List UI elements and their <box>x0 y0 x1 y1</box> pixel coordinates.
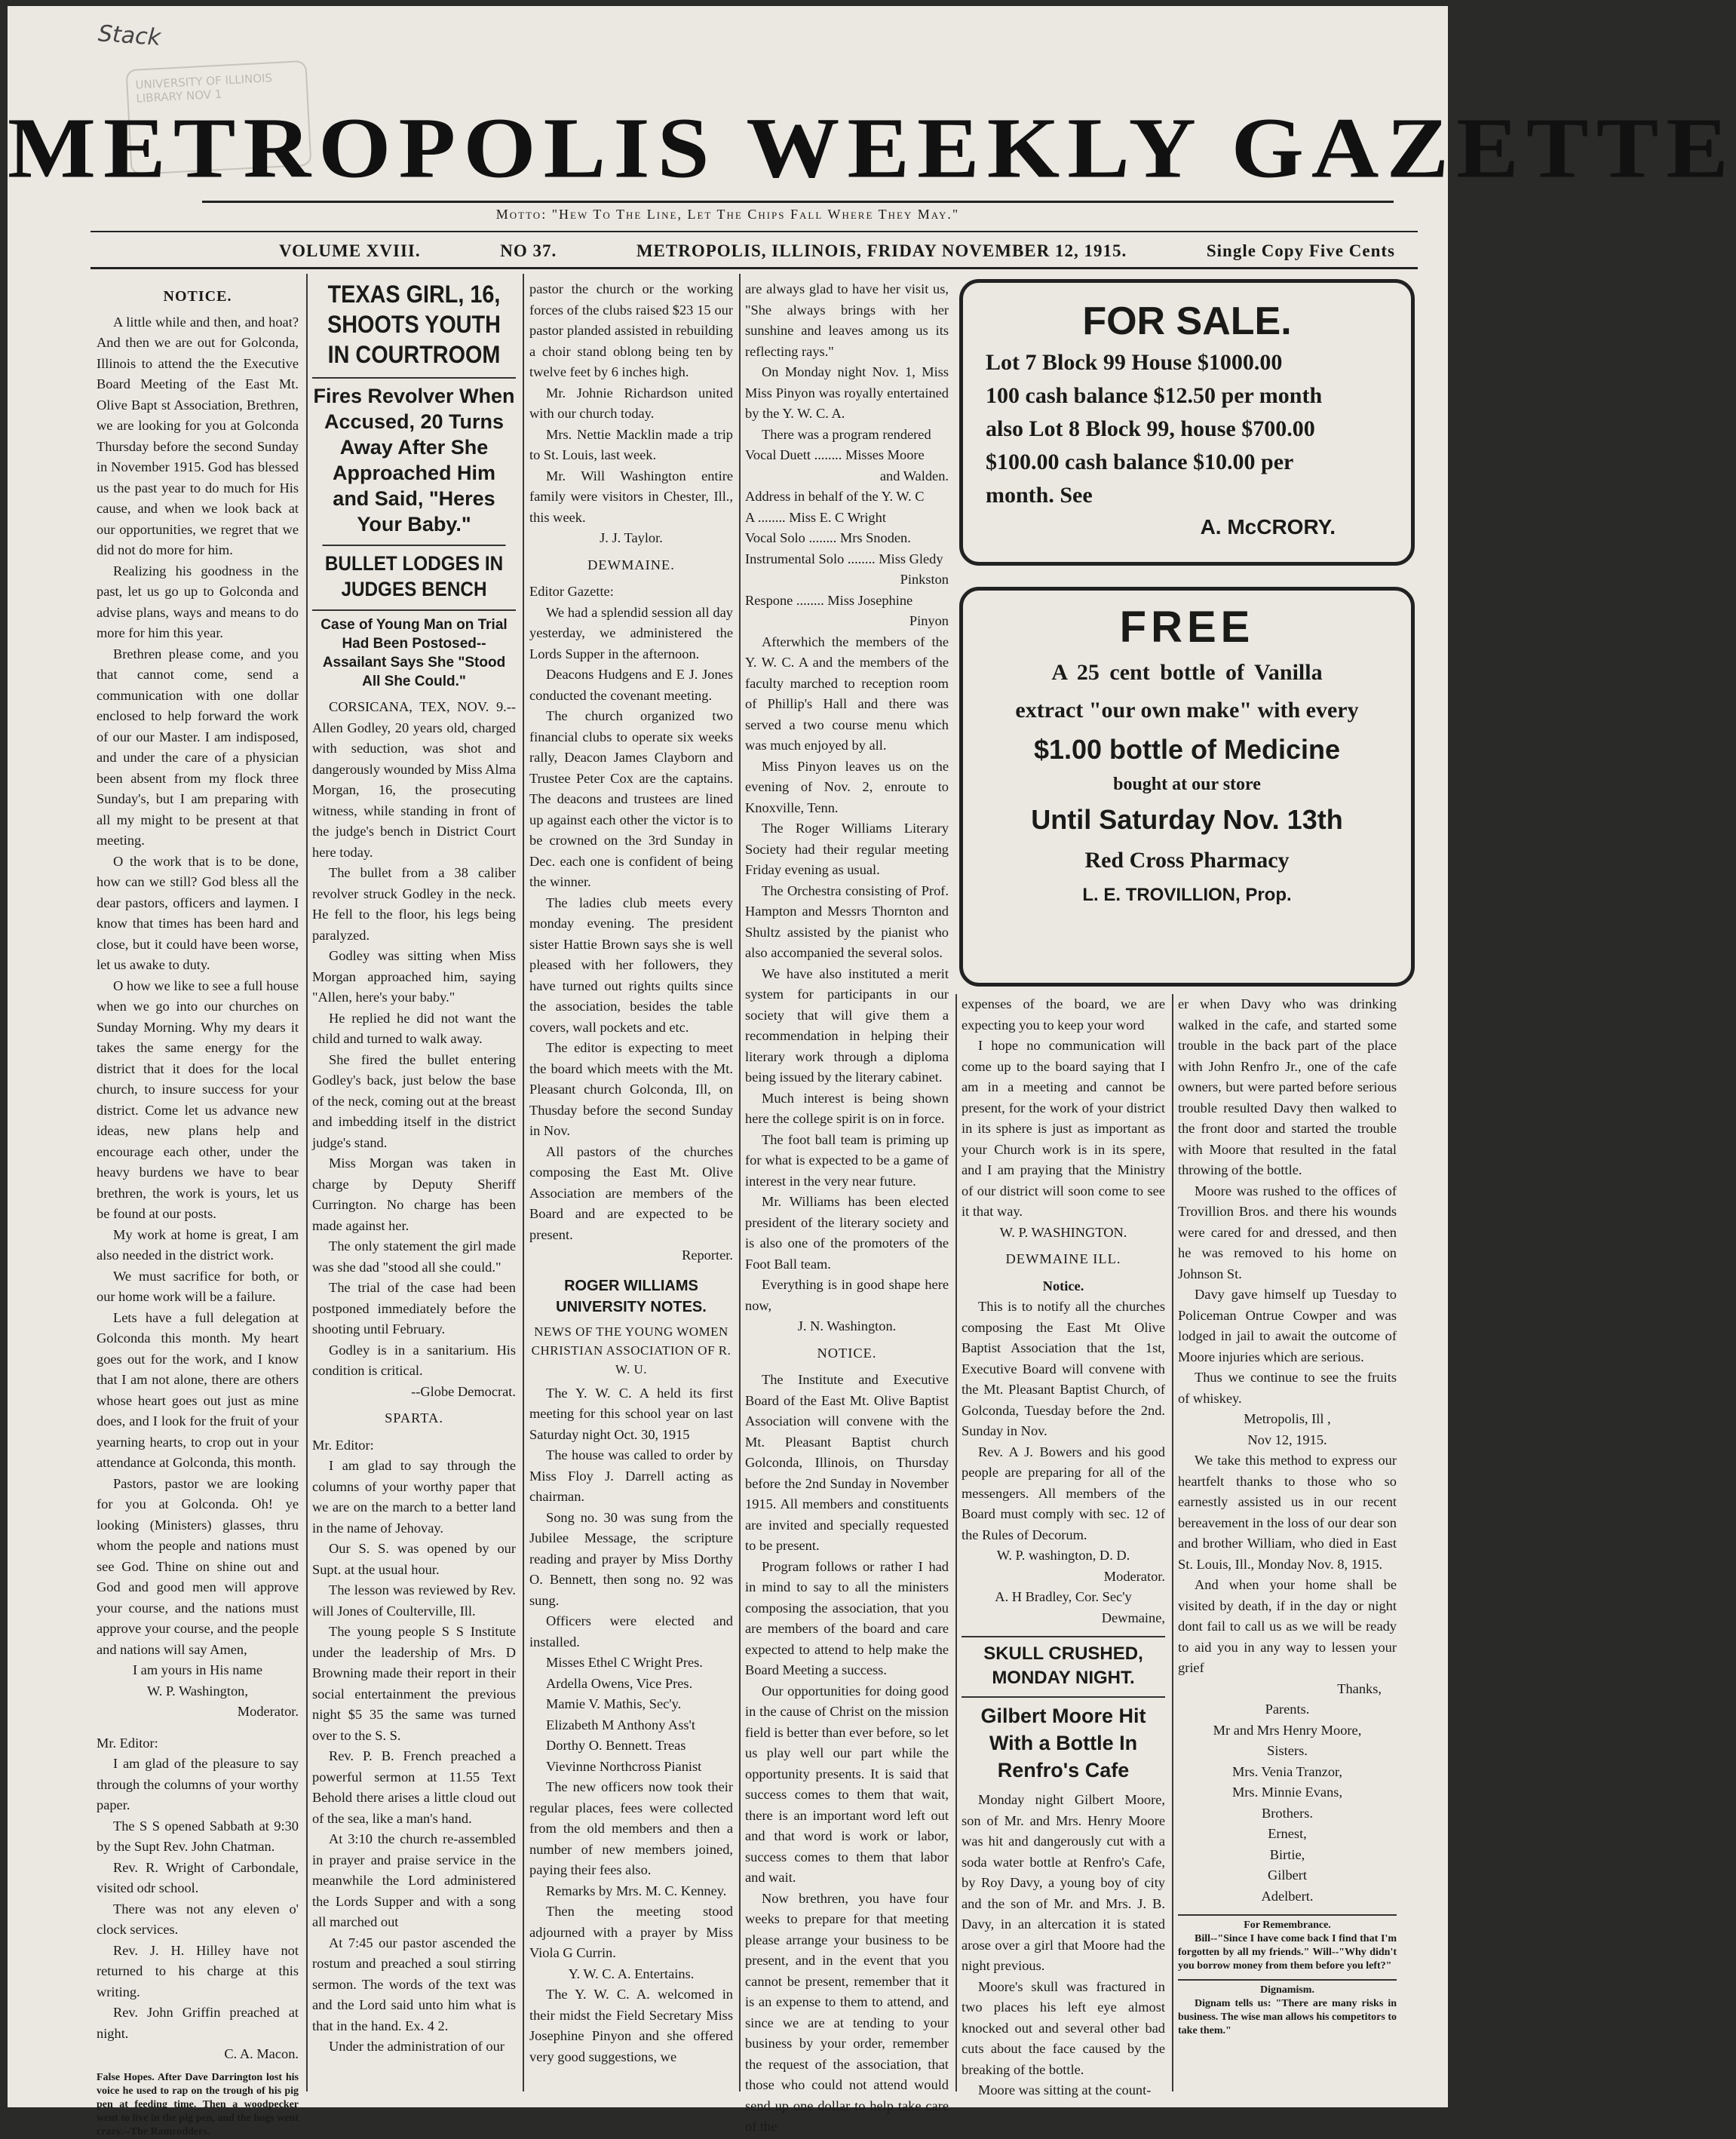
paragraph: The Y. W. C. A held its first meeting for this school year on last Saturday night Oct. 30, 1915 <box>529 1385 733 1442</box>
headline-skull-crushed: SKULL CRUSHED, MONDAY NIGHT. <box>962 1636 1165 1690</box>
ad-signature: A. McCRORY. <box>1200 515 1336 539</box>
program-line: Pinyon <box>909 613 949 628</box>
ad-line: L. E. TROVILLION, Prop. <box>1082 885 1292 905</box>
paragraph: Brethren please come, and you that cannot come, send a communication with one dollar enclosed to help forward the work of our our Master. I am indisposed, and under the care of a physician been absent from my flock three Sunday's, but I am preparing with all my might to be present at that meeting. <box>97 646 299 848</box>
notice-heading: NOTICE. <box>163 288 232 305</box>
paragraph: A little while and then, and hoat? And then we are out for Golconda, Illinois to attend the the Executive Board Meeting of the East Mt. Olive Bapt st Association, Brethren, we are looking for you at Golconda Thursday before the second Sunday in November 1915. God has blessed us the past year to do much for His cause, and when we look back at our opportunities, we regret that we did not do more for him. <box>97 314 299 557</box>
dignamism-heading: Dignamism. <box>1178 1979 1397 1997</box>
paragraph: Mr. Johnie Richardson united with our church today. <box>529 385 733 421</box>
officer-line: Ardella Owens, Vice Pres. <box>546 1675 693 1691</box>
place-date: METROPOLIS, ILLINOIS, FRIDAY NOVEMBER 12, 1915. <box>636 241 1127 260</box>
card-line: Ernest, <box>1268 1826 1307 1841</box>
paragraph: Lets have a full delegation at Golconda this month. My heart goes out for the work, and I know that I am not alone, there are others whose heart goes out just as mine does, and I look for the fruit of your yearning hearts, to crop out in your attendance at Golconda, this month. <box>97 1309 299 1470</box>
editor-salutation: Mr. Editor: <box>97 1735 158 1751</box>
ad-line: $1.00 bottle of Medicine <box>1033 734 1341 765</box>
paragraph: Remarks by Mrs. M. C. Kenney. <box>546 1883 727 1898</box>
paragraph: She fired the bullet entering Godley's back, just below the base of the neck, coming out at the breast and imbedding itself in the district judge's stand. <box>312 1051 516 1150</box>
paragraph: expenses of the board, we are expecting you to keep your word <box>962 996 1165 1033</box>
subhead: Case of Young Man on Trial Had Been Postosed--Assailant Says She "Stood All She Could." <box>312 609 516 691</box>
card-line: Brothers. <box>1262 1805 1313 1821</box>
motto-rule <box>90 231 1418 232</box>
column-6 <box>1178 994 1397 2089</box>
dewmaine-heading: DEWMAINE. <box>587 557 675 572</box>
paragraph: The Institute and Executive Board of the East Mt. Olive Baptist Association will convene with the Mt. Pleasant Baptist church Golconda, Illinois, on Thursday before the 2nd Sunday in November 1915. All members and constituents are invited and specially requested to be present. <box>745 1372 949 1553</box>
program-line: Vocal Duett ........ Misses Moore <box>745 447 925 462</box>
entertains-heading: Y. W. C. A. Entertains. <box>568 1966 695 1981</box>
column-rule <box>739 274 741 2091</box>
paragraph: Deacons Hudgens and E J. Jones conducted the covenant meeting. <box>529 667 733 703</box>
program-line: and Walden. <box>879 468 949 483</box>
paragraph: are always glad to have her visit us, "She always brings with her sunshine and leaves among us its reflecting rays." <box>745 281 949 359</box>
paragraph: O how we like to see a full house when we go into our churches on Sunday Morning. Why my dears it takes the same energy for the district that it does for the local church, to insure success for your district. Come let us advance new ideas, new plans help and encourage each other, under the heavy burdens we have to bear brethren, the work is yours, let us be found at our posts. <box>97 977 299 1221</box>
officer-line: Dorthy O. Bennett. Treas <box>546 1738 686 1753</box>
paragraph: I hope no communication will come up to the board saying that I am in a meeting and cannot be present, for the work of your district in its sphere is just as important as your Church work is in its spere, and I am praying that the Ministry of our district will soon come to see it that way. <box>962 1038 1165 1219</box>
card-date: Nov 12, 1915. <box>1247 1432 1327 1447</box>
paragraph: At 7:45 our pastor ascended the rostum and preached a soul stirring sermon. The words of the text was and the Lord said unto him what is that in the hand. Ex. 4 2. <box>312 1935 516 2033</box>
notice-heading: Notice. <box>1042 1278 1084 1294</box>
ad-title: FREE <box>1119 603 1255 652</box>
paragraph: Rev. J. H. Hilley have not returned to his charge at this writing. <box>97 1942 299 1999</box>
paragraph: Everything is in good shape here now, <box>745 1277 949 1313</box>
column-1 <box>97 279 299 2137</box>
paragraph: The ladies club meets every monday evening. The president sister Hattie Brown says she is well pleased with her followers, they have turned out rights quilts since the association, besides the table covers, wall pockets and etc. <box>529 895 733 1035</box>
signature: J. J. Taylor. <box>600 530 663 545</box>
paragraph: The only statement the girl made was she dad "stood all she could." <box>312 1238 516 1275</box>
masthead: METROPOLIS WEEKLY GAZETTE <box>8 100 1736 196</box>
paragraph: The new officers now took their regular places, fees were collected from the old members and then a number of new members joined, paying their fees also. <box>529 1779 733 1877</box>
program-line: Instrumental Solo ........ Miss Gledy <box>745 551 943 566</box>
sparta-heading: SPARTA. <box>385 1410 443 1425</box>
column-rule <box>523 274 524 2091</box>
ad-line: $100.00 cash balance $10.00 per <box>986 450 1294 474</box>
paragraph: The trial of the case had been postponed immediately before the shooting until February. <box>312 1280 516 1336</box>
paragraph: The S S opened Sabbath at 9:30 by the Supt Rev. John Chatman. <box>97 1818 299 1854</box>
card-line: Sisters. <box>1267 1743 1308 1758</box>
paragraph: Program follows or rather I had in mind to say to all the ministers composing the association, that you are members of the board and care expected to attend to help make the Board Meeting a success. <box>745 1558 949 1677</box>
paragraph: Rev. R. Wright of Carbondale, visited odr school. <box>97 1859 299 1895</box>
column-rule <box>306 274 308 2091</box>
paragraph: Moore's skull was fractured in two places his left eye almost knocked out and several other bad cuts about the face caused by the breaking of the bottle. <box>962 1978 1165 2077</box>
price: Single Copy Five Cents <box>1206 241 1395 260</box>
remembrance-heading: For Remembrance. <box>1178 1914 1397 1932</box>
card-line: Gilbert <box>1267 1867 1308 1883</box>
signature: I am yours in His name <box>132 1662 263 1677</box>
paragraph: Godley is in a sanitarium. His condition is critical. <box>312 1342 516 1378</box>
credit: --Globe Democrat. <box>411 1383 516 1399</box>
paragraph: We take this method to express our heartfelt thanks to those who so earnestly assisted us in our recent bereavement in the loss of our dear son and brother William, who died in East St. Louis, Ill., Monday Nov. 8, 1915. <box>1178 1453 1397 1572</box>
paragraph: Now brethren, you have four weeks to prepare for that meeting please arrange your business to be present, and in the event that you cannot be present, remember that it is an expense to them to attend, and since we are at tending to your business by your order, remember the request of the association, that those who could not attend would send up one dollar to help take care of the <box>745 1890 949 2134</box>
ywca-heading: NEWS OF THE YOUNG WOMEN CHRISTIAN ASSOCIATION OF R. W. U. <box>531 1324 732 1376</box>
paragraph: Thus we continue to see the fruits of whiskey. <box>1178 1370 1397 1406</box>
dateline-rule <box>90 267 1418 269</box>
ad-line: month. See <box>986 483 1093 508</box>
paragraph: The church organized two financial clubs to operate six weeks rally, Deacon James Clayborn and Trustee Peter Cox are the captains. The deacons and trustees are lined up against each other the victor is to be crowned on the 3rd Sunday in Dec. each one is confident of being the winner. <box>529 708 733 889</box>
motto: Motto: "Hew To The Line, Let The Chips Fall Where They May." <box>495 207 960 222</box>
card-line: Mrs. Minnie Evans, <box>1231 1785 1343 1800</box>
subhead: BULLET LODGES IN JUDGES BENCH <box>323 545 506 602</box>
paragraph: And when your home shall be visited by death, if in the day or night dont fail to call us as we will be ready to aid you in any way to lessen your grief <box>1178 1577 1397 1675</box>
ad-line: 100 cash balance $12.50 per month <box>986 383 1323 408</box>
card-line: Parents. <box>1265 1702 1310 1717</box>
program-line: Pinkston <box>900 572 949 587</box>
paragraph: The editor is expecting to meet the board which meets with the Mt. Pleasant church Golconda, Ill, on Thusday before the second Sunday in Nov. <box>529 1040 733 1138</box>
subhead: Gilbert Moore Hit With a Bottle In Renfro's Cafe <box>962 1696 1165 1784</box>
card-line: Birtie, <box>1269 1846 1305 1862</box>
signature: Dewmaine, <box>1101 1610 1165 1625</box>
signature: C. A. Macon. <box>224 2046 299 2061</box>
paragraph: Mrs. Nettie Macklin made a trip to St. Louis, last week. <box>529 426 733 462</box>
ad-line: A 25 cent bottle of Vanilla <box>1051 660 1323 685</box>
ad-line: also Lot 8 Block 99, house $700.00 <box>986 416 1315 441</box>
paragraph: The foot ball team is priming up for what is expected to be a game of interest in the very near future. <box>745 1131 949 1189</box>
paragraph: Our S. S. was opened by our Supt. at the usual hour. <box>312 1541 516 1577</box>
paragraph: O the work that is to be done, how can we still? God bless all the dear pastors, officers and laymen. I know that times has been hard and close, but it could have been worse, let us awake to duty. <box>97 853 299 972</box>
paragraph: The Orchestra consisting of Prof. Hampton and Messrs Thornton and Shultz assisted by the pianist who also accompanied the several solos. <box>745 882 949 960</box>
officer-line: Misses Ethel C Wright Pres. <box>546 1655 703 1670</box>
false-hopes-filler: False Hopes. After Dave Darrington lost his voice he used to rap on the trough of his pig pen at feeding time. Then a woodpecker went to live in the pig pen, and the hogs went crazy.--The Ramrodders. <box>97 2071 299 2137</box>
paragraph: The bullet from a 38 caliber revolver struck Godley in the neck. He fell to the floor, his legs being paralyzed. <box>312 865 516 943</box>
dateline <box>279 241 1395 261</box>
officer-line: Vievinne Northcross Pianist <box>546 1758 702 1774</box>
signature: Moderator. <box>237 1704 299 1719</box>
paragraph: Under the administration of our <box>329 2039 505 2054</box>
column-3 <box>529 279 733 2089</box>
paragraph: Realizing his goodness in the past, let us go up to Golconda and advise plans, ways and means to do more for him this year. <box>97 563 299 640</box>
paragraph: On Monday night Nov. 1, Miss Miss Pinyon was royally entertained by the Y. W. C. A. <box>745 364 949 421</box>
ad-line: bought at our store <box>1113 775 1261 794</box>
program-line: A ........ Miss E. C Wright <box>745 509 886 525</box>
paragraph: The young people S S Institute under the leadership of Mrs. D Browning made their report in their social entertainment the previous night $5 35 the same was turned over to the S. S. <box>312 1624 516 1743</box>
ad-line: Lot 7 Block 99 House $1000.00 <box>986 350 1283 375</box>
remembrance-text: Bill--"Since I have come back I find that I'm forgotten by all my friends." Will--"Why didn't you borrow money from them before you left?" <box>1178 1933 1397 1972</box>
program-line: Vocal Solo ........ Mrs Snoden. <box>745 530 911 545</box>
library-stamp: UNIVERSITY OF ILLINOIS LIBRARY NOV 1 <box>126 60 312 175</box>
ad-line: Red Cross Pharmacy <box>1084 848 1290 873</box>
dignamism-text: Dignam tells us: "There are many risks in business. The wise man allows his competitors to take them." <box>1178 1998 1397 2036</box>
editor-salutation: Editor Gazette: <box>529 584 614 599</box>
paragraph: er when Davy who was drinking walked in the cafe, and started some trouble in the back part of the place with John Renfro Jr., one of the cafe owners, but were parted before serious trouble resulted Davy then walked to the front door and started the trouble with Moore that resulted in the fatal throwing of the bottle. <box>1178 996 1397 1177</box>
signature: J. N. Washington. <box>797 1318 897 1333</box>
signature: Reporter. <box>682 1247 733 1263</box>
paragraph: We must sacrifice for both, or our home work will be a failure. <box>97 1268 299 1304</box>
paragraph: At 3:10 the church re-assembled in prayer and praise service in the meanwhile the Lord administered the Lords Supper and with a song all marched out <box>312 1831 516 1929</box>
officer-line: Mamie V. Mathis, Sec'y. <box>546 1696 682 1711</box>
column-5 <box>962 994 1165 2098</box>
ad-line: Until Saturday Nov. 13th <box>1031 804 1343 835</box>
paragraph: Moore was sitting at the count- <box>978 2082 1152 2098</box>
paragraph: I am glad to say through the columns of your worthy paper that we are on the march to a better land in the name of Jehovay. <box>312 1458 516 1536</box>
paragraph: CORSICANA, TEX, NOV. 9.--Allen Godley, 20 years old, charged with seduction, was shot and dangerously wounded by Miss Alma Morgan, 16, the prosecuting witness, while standing in front of the judge's bench in District Court here today. <box>312 699 516 860</box>
program-line: Address in behalf of the Y. W. C <box>745 489 925 504</box>
paragraph: Davy gave himself up Tuesday to Policeman Ontrue Cowper and was lodged in jail to await the outcome of Moore injuries which are serious. <box>1178 1287 1397 1364</box>
ad-line: extract "our own make" with every <box>1015 698 1359 723</box>
paragraph: My work at home is great, I am also needed in the district work. <box>97 1226 299 1263</box>
paragraph: Mr. Will Washington entire family were visitors in Chester, Ill., this week. <box>529 468 733 525</box>
card-line: Thanks, <box>1337 1680 1382 1696</box>
paragraph: The Roger Williams Literary Society had their regular meeting Friday evening as usual. <box>745 821 949 877</box>
paragraph: I am glad of the pleasure to say through the columns of your worthy paper. <box>97 1756 299 1812</box>
card-date: Metropolis, Ill , <box>1244 1411 1331 1426</box>
masthead-rule <box>202 201 1394 203</box>
subhead: Fires Revolver When Accused, 20 Turns Away After She Approached Him and Said, "Heres Your Baby." <box>312 377 516 537</box>
card-line: Mr and Mrs Henry Moore, <box>1213 1722 1362 1738</box>
column-2 <box>312 279 516 2089</box>
paragraph: Rev. P. B. French preached a powerful sermon at 11.55 Text Behold there arises a little cloud out of the sea, like a man's hand. <box>312 1748 516 1826</box>
paragraph: There was a program rendered <box>762 426 931 442</box>
column-rule <box>1172 994 1173 2091</box>
notice-heading: NOTICE. <box>817 1345 877 1361</box>
paragraph: Afterwhich the members of the Y. W. C. A and the members of the faculty marched to reception room of Phillip's Hall and there was served a two course menu which was much enjoyed by all. <box>745 634 949 753</box>
paragraph: This is to notify all the churches composing the East Mt Olive Baptist Association that the 1st, Executive Board will convene with the Mt. Pleasant Baptist Church, of Golconda, Tuesday before the 2nd. Sunday in Nov. <box>962 1299 1165 1438</box>
paragraph: The house was called to order by Miss Floy J. Darrell acting as chairman. <box>529 1447 733 1504</box>
roger-williams-heading: ROGER WILLIAMS UNIVERSITY NOTES. <box>556 1277 707 1315</box>
column-4 <box>745 279 949 2134</box>
column-rule <box>955 994 957 2091</box>
paragraph: All pastors of the churches composing the East Mt. Olive Association are members of the Board and are expected to be present. <box>529 1143 733 1242</box>
paragraph: Rev. John Griffin preached at night. <box>97 2005 299 2041</box>
free-vanilla-ad <box>959 587 1415 987</box>
for-sale-ad <box>959 279 1415 566</box>
paragraph: Mr. Williams has been elected president of the literary society and is also one of the promoters of the Foot Ball team. <box>745 1194 949 1272</box>
signature: W. P. WASHINGTON. <box>999 1224 1127 1240</box>
paragraph: The lesson was reviewed by Rev. will Jones of Coulterville, Ill. <box>312 1582 516 1619</box>
paragraph: Our opportunities for doing good in the cause of Christ on the mission field is better than ever before, so let us play well our part while the opportunity presents. It is said that success comes to them that wait, there is an important word left out and that word is work or labor, success comes to them that labor and wait. <box>745 1683 949 1885</box>
paragraph: Then the meeting stood adjourned with a prayer by Miss Viola G Currin. <box>529 1904 733 1960</box>
signature: A. H Bradley, Cor. Sec'y <box>995 1589 1132 1604</box>
handwritten-stamp: Stack <box>97 20 162 51</box>
paragraph: Moore was rushed to the offices of Trovillion Bros. and there his wounds were cared for and dressed, and then he was removed to his home on Johnson St. <box>1178 1183 1397 1281</box>
newspaper-page <box>8 6 1736 2137</box>
dewmaine-heading: DEWMAINE ILL. <box>1005 1251 1121 1266</box>
paragraph: pastor the church or the working forces of the clubs raised $23 15 our pastor planded assisted in rebuilding a choir stand oblong being ten by twelve feet by 6 inches high. <box>529 281 733 379</box>
paragraph: Song no. 30 was sung from the Jubilee Message, the scripture reading and prayer by Miss Dorthy O. Bennett, then song no. 92 was sung. <box>529 1509 733 1608</box>
paragraph: Rev. A J. Bowers and his good people are preparing for all of the messengers. All members of the Board must comply with sec. 12 of the Rules of Decorum. <box>962 1444 1165 1542</box>
volume: VOLUME XVIII. <box>279 241 421 260</box>
paragraph: He replied he did not want the child and turned to walk away. <box>312 1010 516 1046</box>
paragraph: We have also instituted a merit system for participants in our society that will give them a recommendation in helping their literary work through a diploma being issued by the literary cabinet. <box>745 965 949 1085</box>
paragraph: We had a splendid session all day yesterday, we administered the Lords Supper in the afternoon. <box>529 604 733 661</box>
headline-texas-girl: TEXAS GIRL, 16, SHOOTS YOUTH IN COURTROOM <box>327 281 501 368</box>
card-line: Mrs. Venia Tranzor, <box>1231 1763 1343 1779</box>
ad-title: FOR SALE. <box>1082 299 1292 343</box>
signature: Moderator. <box>1103 1568 1165 1584</box>
paragraph: Officers were elected and installed. <box>529 1613 733 1650</box>
editor-salutation: Mr. Editor: <box>312 1437 374 1453</box>
signature: W. P. washington, D. D. <box>996 1548 1130 1563</box>
signature: W. P. Washington, <box>147 1683 248 1699</box>
issue-number: NO 37. <box>500 241 557 260</box>
card-line: Adelbert. <box>1261 1888 1314 1904</box>
paragraph: There was not any eleven o' clock services. <box>97 1901 299 1937</box>
paragraph: The Y. W. C. A. welcomed in their midst the Field Secretary Miss Josephine Pinyon and she offered very good suggestions, we <box>529 1987 733 2064</box>
paragraph: Much interest is being shown here the college spirit is on in force. <box>745 1090 949 1126</box>
officer-line: Elizabeth M Anthony Ass't <box>546 1717 695 1732</box>
paragraph: Miss Pinyon leaves us on the evening of Nov. 2, enroute to Knoxville, Tenn. <box>745 758 949 815</box>
paragraph: Pastors, pastor we are looking for you at Golconda. Oh! ye looking (Ministers) glasses, thru whom the people and nations must see God. Thine on shine out and God and good men will approve your course, and the nations must approve your course, and the people and nations will say Amen, <box>97 1475 299 1657</box>
paragraph: Godley was sitting when Miss Morgan approached him, saying "Allen, here's your baby." <box>312 948 516 1005</box>
paragraph: Monday night Gilbert Moore, son of Mr. and Mrs. Henry Moore was hit and dangerously cut with a soda water bottle at Renfro's Cafe, by Roy Davy, a young boy of city and the son of Mr. and Mrs. J. B. Davy, in an altercation it is stated arose over a girl that Moore had the night previous. <box>962 1792 1165 1973</box>
program-line: Respone ........ Miss Josephine <box>745 592 913 608</box>
paragraph: Miss Morgan was taken in charge by Deputy Sheriff Currington. No charge has been made against her. <box>312 1155 516 1233</box>
